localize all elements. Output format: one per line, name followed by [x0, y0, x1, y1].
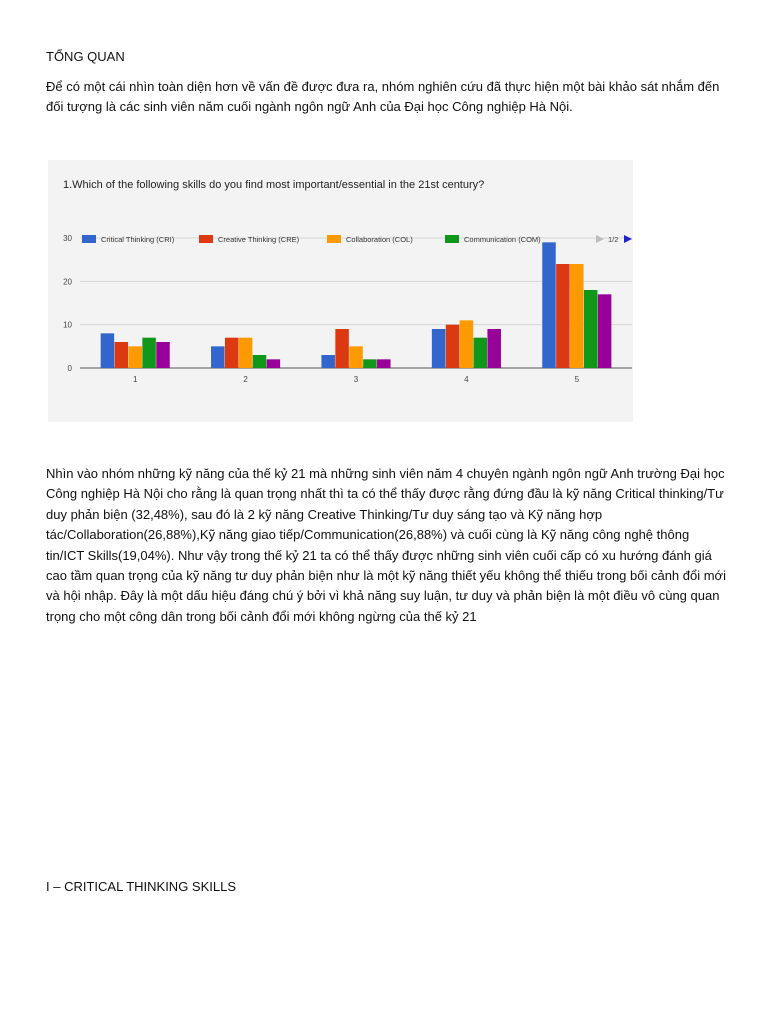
- y-tick-label: 30: [63, 234, 72, 243]
- bar: [377, 359, 391, 368]
- bar: [363, 359, 377, 368]
- x-tick-label: 5: [574, 375, 580, 384]
- legend-swatch: [199, 235, 213, 243]
- analysis-paragraph: Nhìn vào nhóm những kỹ năng của thế kỷ 21 mà những sinh viên năm 4 chuyên ngành ngôn ngữ Anh trường Đại học Công nghiệp Hà Nội cho rằng là quan trọng nhất thì ta có thể thấy được rằng đứng đầu là kỹ năng Critical thinking/Tư duy phản biện (32,48%), sau đó là 2 kỹ năng Creative Thinking/Tư duy sáng tạo và Kỹ năng hợp tác/Collaboration(26,88%),Kỹ năng giao tiếp/Communication(26,88%) và cuối cùng là Kỹ năng công nghệ thông tin/ICT Skills(19,04%). Như vậy trong thế kỷ 21 ta có thể thấy được những sinh viên cuối cấp có xu hướng đánh giá cao tầm quan trọng của kỹ năng tư duy phản biện như là một kỹ năng thiết yếu không thể thiếu trong bối cảnh đổi mới và hội nhập. Đây là một dấu hiệu đáng chú ý bởi vì khả năng suy luận, tư duy và phản biện là một điều vô cùng quan trọng cho một công dân trong bối cảnh đổi mới không ngừng của thế kỷ 21: [46, 466, 726, 624]
- legend-swatch: [82, 235, 96, 243]
- legend-next-icon: [624, 235, 632, 243]
- bar: [349, 346, 363, 368]
- legend-label: Creative Thinking (CRE): [218, 235, 300, 244]
- intro-paragraph: Để có một cái nhìn toàn diện hơn về vấn đề được đưa ra, nhóm nghiên cứu đã thực hiện một bài khảo sát nhắm đến đối tượng là các sinh viên năm cuối ngành ngôn ngữ Anh của Đại học Công nghiệp Hà Nội.: [46, 79, 720, 115]
- bar: [267, 359, 281, 368]
- x-tick-label: 1: [132, 375, 138, 384]
- bar: [225, 338, 239, 368]
- bar: [335, 329, 349, 368]
- bar: [239, 338, 253, 368]
- bar: [115, 342, 129, 368]
- bar: [556, 264, 570, 368]
- legend-swatch: [327, 235, 341, 243]
- bar: [584, 290, 598, 368]
- bar: [460, 320, 474, 368]
- x-tick-label: 4: [464, 375, 469, 384]
- bar: [128, 346, 142, 368]
- legend-prev-icon: [596, 235, 604, 243]
- x-tick-label: 2: [243, 375, 248, 384]
- document-heading: TỔNG QUAN: [46, 49, 125, 64]
- bar: [321, 355, 335, 368]
- bar: [432, 329, 446, 368]
- bar: [211, 346, 225, 368]
- bar: [474, 338, 488, 368]
- legend-label: Collaboration (COL): [346, 235, 413, 244]
- legend-page: 1/2: [608, 235, 619, 244]
- bar: [542, 242, 556, 368]
- legend-label: Critical Thinking (CRI): [101, 235, 175, 244]
- bar: [142, 338, 156, 368]
- section-title: I – CRITICAL THINKING SKILLS: [46, 879, 236, 894]
- legend-label: Communication (COM): [464, 235, 541, 244]
- chart-svg: [48, 160, 633, 422]
- survey-chart: [48, 160, 633, 422]
- bar: [101, 333, 115, 368]
- y-tick-label: 20: [63, 277, 72, 287]
- y-tick-label: 10: [63, 320, 72, 330]
- bar: [598, 294, 612, 368]
- bar: [446, 325, 460, 368]
- bar: [253, 355, 267, 368]
- chart-title: 1.Which of the following skills do you find most important/essential in the 21st century?: [63, 179, 485, 191]
- bar: [487, 329, 501, 368]
- bar: [156, 342, 170, 368]
- y-tick-label: 0: [67, 364, 72, 373]
- x-tick-label: 3: [353, 375, 359, 384]
- bar: [570, 264, 584, 368]
- legend-swatch: [445, 235, 459, 243]
